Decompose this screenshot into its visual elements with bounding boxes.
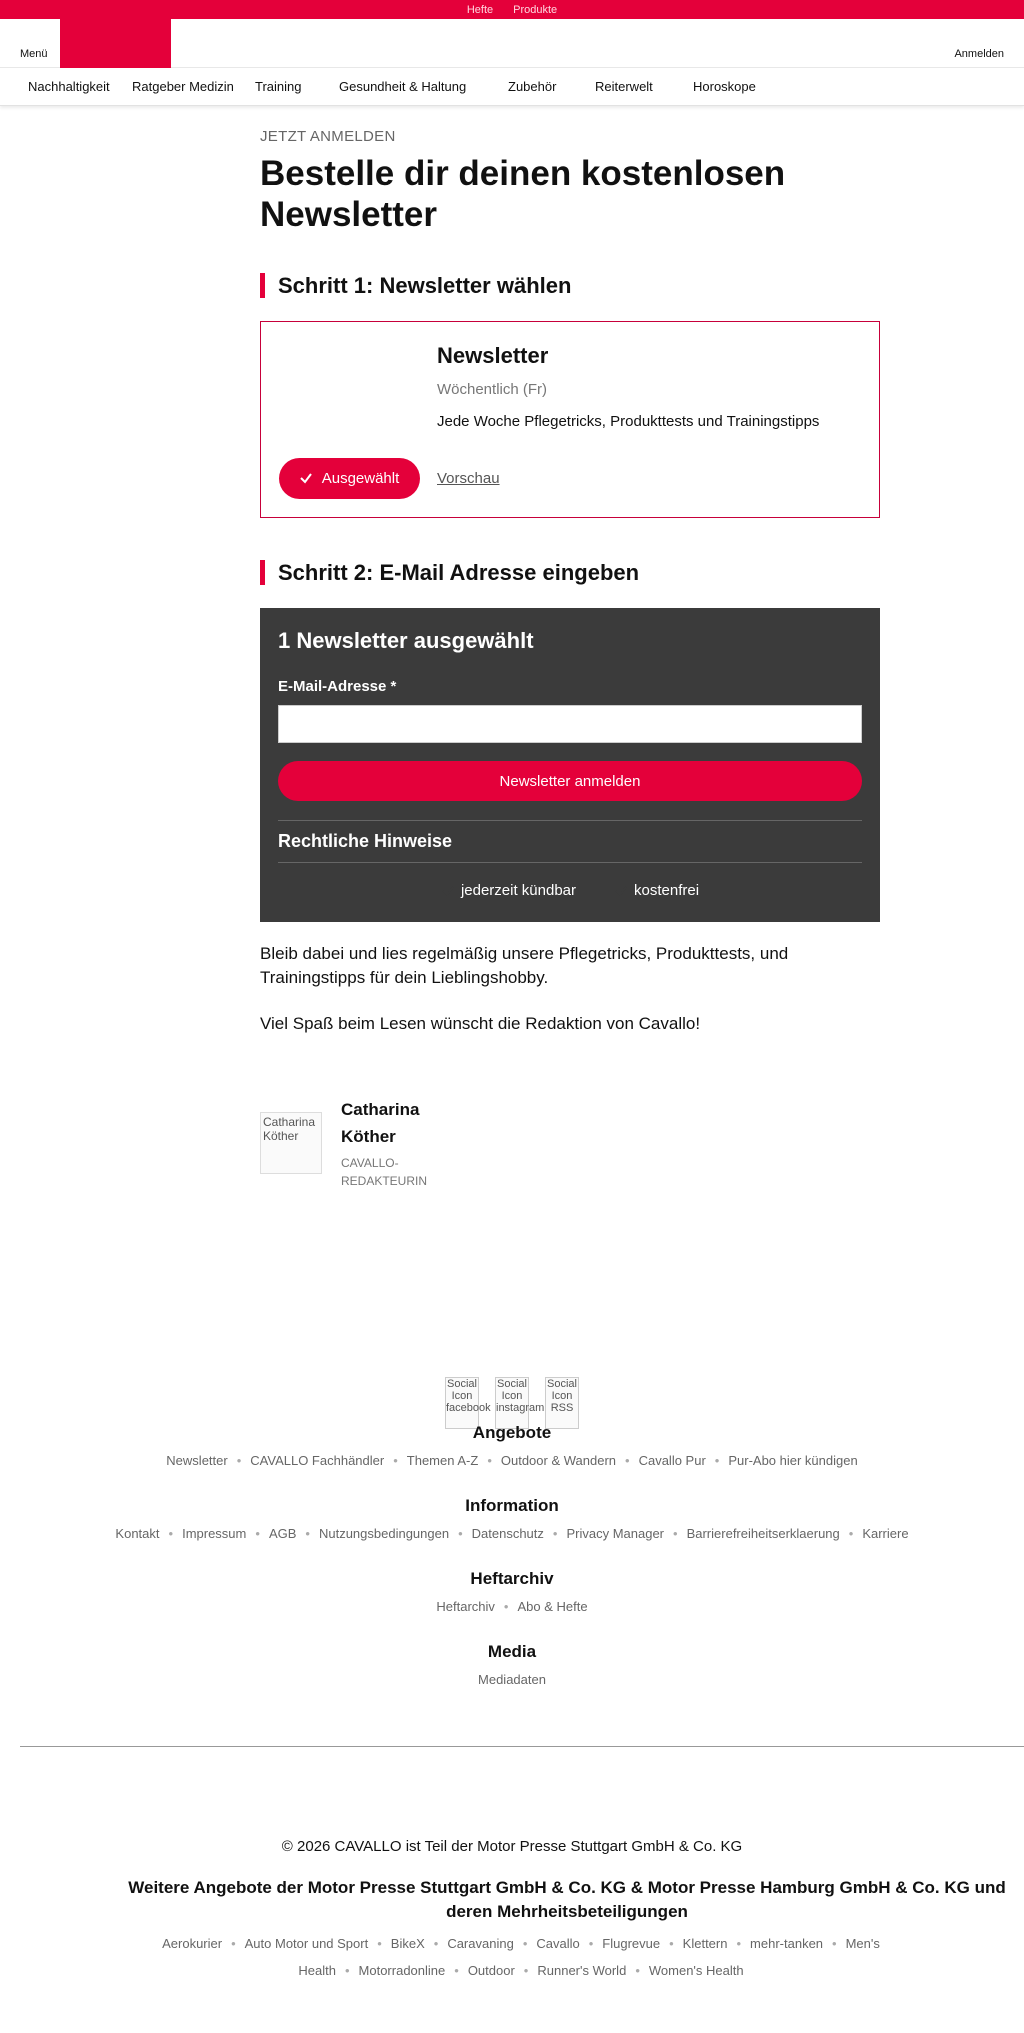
menu-button[interactable]: Menü (20, 48, 48, 60)
check-icon (441, 884, 455, 898)
footer-link[interactable]: mehr-tanken (750, 1936, 824, 1951)
separator-dot: • (168, 1526, 174, 1541)
separator-dot: • (523, 1963, 529, 1978)
closing-paragraph: Viel Spaß beim Lesen wünscht die Redaktion von Cavallo! (260, 1014, 701, 1033)
perk-item (614, 882, 699, 899)
footer-link[interactable]: Cavallo Pur (638, 1453, 706, 1468)
nav-item-horoskope[interactable]: Horoskope (693, 78, 756, 94)
footer-link[interactable]: Barrierefreiheitserklaerung (686, 1526, 840, 1541)
page-title: Bestelle dir deinen kostenlosen Newsletter (260, 154, 786, 234)
footer-link[interactable]: CAVALLO Fachhändler (250, 1453, 385, 1468)
footer-link[interactable]: Flugrevue (602, 1936, 661, 1951)
footer-section-title: Angebote (472, 1423, 552, 1442)
separator-dot: • (344, 1963, 350, 1978)
footer-links (0, 1599, 1024, 1614)
footer-link[interactable]: Karriere (862, 1526, 909, 1541)
facebook-icon[interactable]: Social Icon facebook (445, 1377, 479, 1429)
author-avatar: Catharina Köther (260, 1112, 322, 1174)
footer-section-title: Heftarchiv (470, 1569, 554, 1588)
divider (278, 820, 862, 821)
perk-item (441, 882, 576, 899)
instagram-icon[interactable]: Social Icon instagram (495, 1377, 529, 1429)
step1-heading: Schritt 1: Newsletter wählen (260, 273, 880, 298)
separator-dot: • (487, 1453, 492, 1468)
signup-form (260, 608, 880, 922)
footer-link[interactable]: AGB (268, 1526, 297, 1541)
separator-dot: • (236, 1453, 242, 1468)
footer-links (0, 1526, 1024, 1541)
perk-free: kostenfrei (634, 882, 700, 899)
footer-section-heftarchiv (0, 1569, 1024, 1614)
separator-dot: • (625, 1453, 630, 1468)
author-box (260, 1096, 880, 1206)
separator-dot: • (433, 1936, 439, 1951)
separator-dot: • (848, 1526, 854, 1541)
footer-link[interactable]: Mediadaten (478, 1672, 546, 1687)
intro-paragraph: Bleib dabei und lies regelmäßig unsere Pflegetricks, Produkttests, und Trainingstipps für dein Lieblingshobby. (260, 944, 789, 987)
footer-section-title: Media (487, 1642, 537, 1661)
perk-cancelable: jederzeit kündbar (460, 882, 577, 899)
group-links (28, 1930, 1014, 1984)
footer-link[interactable]: Outdoor (467, 1963, 515, 1978)
separator-dot: • (673, 1526, 678, 1541)
nav-item-training[interactable]: Training (255, 78, 302, 94)
footer-link[interactable]: Aerokurier (162, 1936, 223, 1951)
footer-links (0, 1453, 1024, 1468)
footer-section-angebote (0, 1423, 1024, 1468)
newsletter-frequency: Wöchentlich (Fr) (437, 381, 548, 398)
separator-dot: • (458, 1526, 463, 1541)
separator-dot: • (832, 1936, 837, 1951)
footer-link[interactable]: Heftarchiv (436, 1599, 495, 1614)
newsletter-description: Jede Woche Pflegetricks, Produkttests und Trainingstipps (437, 413, 820, 430)
footer-link[interactable]: Datenschutz (471, 1526, 544, 1541)
separator-dot: • (377, 1936, 382, 1951)
footer-link[interactable]: Nutzungsbedingungen (318, 1526, 450, 1541)
separator-dot: • (669, 1936, 674, 1951)
nav-item-gesundheit-haltung[interactable]: Gesundheit & Haltung (339, 78, 467, 94)
separator-dot: • (588, 1936, 594, 1951)
divider (278, 862, 862, 863)
page-kicker: JETZT ANMELDEN (260, 128, 396, 145)
author-name[interactable]: Catharina Köther (341, 1100, 420, 1146)
footer-links (0, 1672, 1024, 1687)
email-input[interactable] (278, 705, 862, 743)
footer-link[interactable]: Newsletter (166, 1453, 228, 1468)
group-title: Weitere Angebote der Motor Presse Stuttgart GmbH & Co. KG & Motor Presse Hamburg GmbH & Co. KG und deren Mehrheitsbeteiligungen (128, 1878, 1006, 1921)
separator-dot: • (714, 1453, 720, 1468)
footer-section-media (0, 1642, 1024, 1687)
footer-link[interactable]: Motorradonline (358, 1963, 446, 1978)
separator-dot: • (454, 1963, 459, 1978)
nav-item-reiterwelt[interactable]: Reiterwelt (595, 78, 653, 94)
footer-link[interactable]: Outdoor & Wandern (500, 1453, 617, 1468)
newsletter-name: Newsletter (437, 343, 549, 368)
newsletter-card (260, 321, 880, 518)
step2-heading: Schritt 2: E-Mail Adresse eingeben (260, 560, 880, 585)
topbar-link-produkte[interactable]: Produkte (513, 3, 558, 16)
nav-item-zubehoer[interactable]: Zubehör (508, 78, 557, 94)
separator-dot: • (255, 1526, 260, 1541)
logo[interactable] (60, 19, 171, 68)
email-label: E-Mail-Adresse * (278, 678, 397, 695)
separator-dot: • (305, 1526, 310, 1541)
footer-link[interactable]: Caravaning (447, 1936, 514, 1951)
footer-link[interactable]: Cavallo (536, 1936, 580, 1951)
top-bar (0, 0, 1024, 19)
selected-button-label: Ausgewählt (321, 470, 400, 487)
footer-link[interactable]: Auto Motor und Sport (244, 1936, 369, 1951)
footer-link[interactable]: Themen A-Z (406, 1453, 479, 1468)
separator-dot: • (393, 1453, 398, 1468)
login-button[interactable]: Anmelden (954, 48, 1004, 60)
rss-icon[interactable]: Social Icon RSS (545, 1377, 579, 1429)
separator-dot: • (503, 1599, 509, 1614)
footer-link[interactable]: Runner's World (537, 1963, 627, 1978)
perks-list (260, 882, 880, 899)
footer-link[interactable]: Impressum (182, 1526, 247, 1541)
separator-dot: • (552, 1526, 558, 1541)
footer-link[interactable]: Men's Health (298, 1936, 880, 1978)
author-role: CAVALLO-REDAKTEURIN (341, 1156, 428, 1188)
footer-link[interactable]: Women's Health (648, 1963, 744, 1978)
subscribe-button[interactable]: Newsletter anmelden (278, 761, 862, 801)
footer-link[interactable]: Klettern (682, 1936, 728, 1951)
check-icon (614, 884, 628, 898)
footer-link[interactable]: BikeX (390, 1936, 425, 1951)
legal-notes-toggle[interactable]: Rechtliche Hinweise (278, 831, 453, 851)
separator-dot: • (736, 1936, 742, 1951)
footer-link[interactable]: Pur-Abo hier kündigen (728, 1453, 858, 1468)
footer-link[interactable]: Privacy Manager (566, 1526, 665, 1541)
check-icon (299, 471, 313, 485)
footer-section-information (0, 1496, 1024, 1541)
preview-link[interactable]: Vorschau (437, 470, 500, 487)
main-nav (0, 68, 1024, 106)
footer-link[interactable]: Abo & Hefte (517, 1599, 588, 1614)
main-content (260, 128, 880, 1206)
separator-dot: • (522, 1936, 528, 1951)
separator-dot: • (231, 1936, 236, 1951)
nav-item-nachhaltigkeit[interactable]: Nachhaltigkeit (28, 78, 110, 94)
selected-count: 1 Newsletter ausgewählt (278, 628, 534, 653)
footer-divider (20, 1746, 1024, 1747)
site-header (0, 19, 1024, 68)
site-footer (0, 1377, 1024, 1687)
footer-link[interactable]: Kontakt (115, 1526, 160, 1541)
topbar-link-hefte[interactable]: Hefte (466, 3, 494, 16)
separator-dot: • (635, 1963, 640, 1978)
copyright: © 2026 CAVALLO ist Teil der Motor Presse Stuttgart GmbH & Co. KG (281, 1838, 743, 1855)
footer-section-title: Information (465, 1496, 559, 1515)
selected-button[interactable] (279, 458, 420, 499)
nav-item-ratgeber-medizin[interactable]: Ratgeber Medizin (132, 78, 234, 94)
